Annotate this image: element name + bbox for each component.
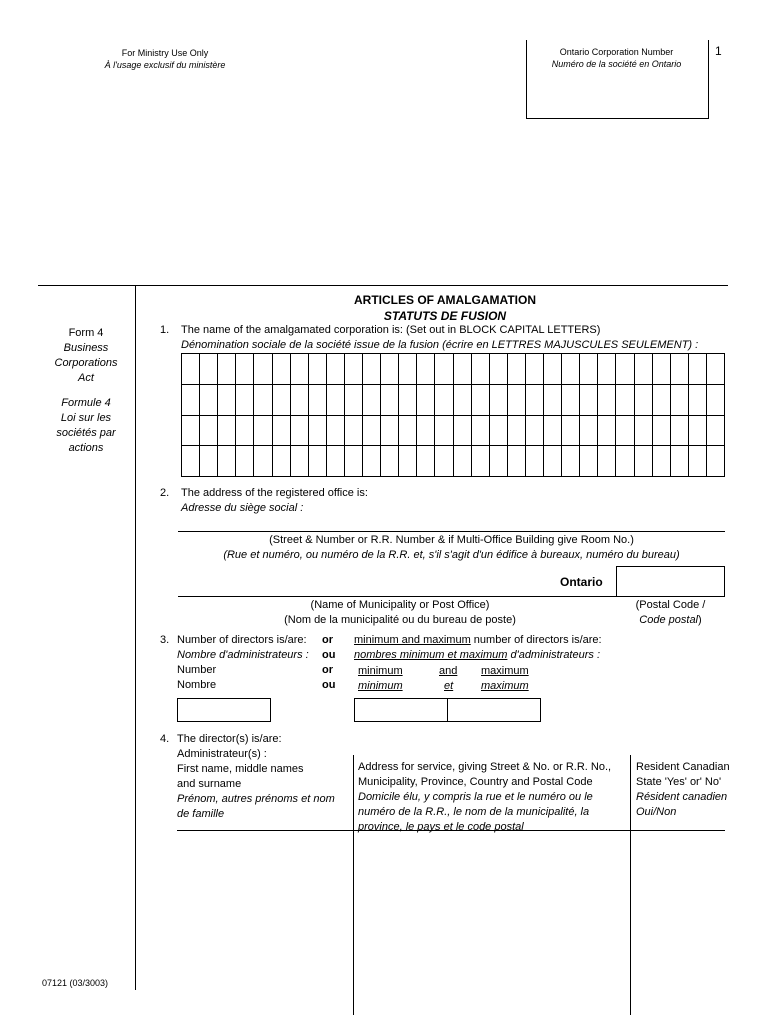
number-label: Number	[177, 664, 217, 676]
name-grid-cell[interactable]	[363, 416, 381, 447]
name-grid-cell[interactable]	[689, 416, 707, 447]
name-grid-cell[interactable]	[616, 416, 634, 447]
name-grid-cell[interactable]	[580, 354, 598, 385]
name-grid-cell[interactable]	[707, 385, 725, 416]
name-grid-cell[interactable]	[544, 446, 562, 477]
name-grid-cell[interactable]	[273, 354, 291, 385]
minmax-en-line	[354, 633, 734, 648]
q2-label	[181, 486, 581, 516]
minmax-fr-rest: d'administrateurs :	[507, 649, 601, 661]
name-grid-cell[interactable]	[273, 416, 291, 447]
name-grid-cell[interactable]	[236, 446, 254, 477]
q2-number: 2.	[160, 487, 170, 499]
ou-label: ou	[322, 649, 336, 661]
col3-fr: Résident canadien	[636, 791, 728, 803]
name-grid-cell[interactable]	[363, 354, 381, 385]
directors-maximum-field[interactable]	[447, 698, 541, 722]
name-grid-cell[interactable]	[254, 354, 272, 385]
name-grid-cell[interactable]	[218, 446, 236, 477]
name-grid-cell[interactable]	[381, 446, 399, 477]
name-grid-cell[interactable]	[490, 416, 508, 447]
form-line: Form 4	[68, 327, 104, 339]
directors-minimum-field[interactable]	[354, 698, 448, 722]
name-grid-cell[interactable]	[254, 385, 272, 416]
name-grid-cell[interactable]	[671, 446, 689, 477]
name-grid-cell[interactable]	[526, 354, 544, 385]
form-line: Corporations	[54, 357, 118, 369]
name-grid-cell[interactable]	[200, 354, 218, 385]
name-grid-cell[interactable]	[616, 354, 634, 385]
maximum-label: maximum	[481, 665, 529, 677]
name-grid-cell[interactable]	[200, 416, 218, 447]
minmax-fr-line	[354, 648, 734, 663]
name-grid-cell[interactable]	[417, 385, 435, 416]
name-grid-cell[interactable]	[254, 446, 272, 477]
name-grid-cell[interactable]	[218, 385, 236, 416]
street-caption-en: (Street & Number or R.R. Number & if Multi-Office Building give Room No.)	[269, 534, 634, 546]
name-grid-cell[interactable]	[291, 385, 309, 416]
name-grid-cell[interactable]	[616, 446, 634, 477]
name-grid-cell[interactable]	[417, 416, 435, 447]
postal-code-caption	[616, 598, 725, 628]
name-grid-cell[interactable]	[254, 416, 272, 447]
and-label: and	[439, 665, 458, 677]
col2-en: Address for service, giving Street & No. or R.R. No.,	[358, 761, 612, 773]
name-grid-cell[interactable]	[598, 385, 616, 416]
postal-caption-en: (Postal Code /	[635, 599, 706, 611]
name-grid-cell[interactable]	[490, 385, 508, 416]
name-grid-cell[interactable]	[508, 446, 526, 477]
form-line: actions	[68, 442, 104, 454]
directors-table-header-rule	[177, 830, 725, 831]
corporation-number-label	[526, 46, 707, 70]
name-grid-cell[interactable]	[526, 446, 544, 477]
name-grid-cell[interactable]	[689, 446, 707, 477]
name-grid-cell[interactable]	[182, 385, 200, 416]
col2-header	[358, 760, 630, 835]
page-title	[300, 292, 590, 324]
name-grid-cell[interactable]	[562, 416, 580, 447]
col3-en: Resident Canadian	[636, 761, 730, 773]
name-grid-cell[interactable]	[182, 354, 200, 385]
name-grid-cell[interactable]	[399, 385, 417, 416]
postal-caption-fr: Code postal	[639, 614, 699, 626]
q3-number: 3.	[160, 634, 170, 646]
name-grid-cell[interactable]	[544, 354, 562, 385]
q1-number: 1.	[160, 324, 170, 336]
name-grid-cell[interactable]	[363, 446, 381, 477]
municipality-caption	[220, 598, 580, 628]
street-caption-fr: (Rue et numéro, ou numéro de la R.R. et, s'il s'agit d'un édifice à bureaux, numéro du bureau)	[223, 549, 680, 561]
postal-caption-close: )	[698, 614, 702, 626]
name-grid-cell[interactable]	[454, 446, 472, 477]
name-grid-cell[interactable]	[200, 446, 218, 477]
name-grid-cell[interactable]	[562, 354, 580, 385]
name-grid-cell[interactable]	[345, 446, 363, 477]
name-grid-cell[interactable]	[345, 416, 363, 447]
directors-number-en: Number of directors is/are:	[177, 634, 307, 646]
col3-en: State 'Yes' or' No'	[636, 776, 722, 788]
name-grid-cell[interactable]	[435, 416, 453, 447]
name-grid-cell[interactable]	[399, 416, 417, 447]
directors-col-divider-2	[630, 755, 631, 1015]
title-en: ARTICLES OF AMALGAMATION	[354, 293, 536, 307]
name-grid-cell[interactable]	[417, 446, 435, 477]
name-grid-cell[interactable]	[472, 385, 490, 416]
name-grid-cell[interactable]	[218, 416, 236, 447]
name-grid-cell[interactable]	[707, 446, 725, 477]
form-reference-en	[40, 326, 132, 386]
name-grid-cell[interactable]	[327, 354, 345, 385]
name-grid-cell[interactable]	[309, 354, 327, 385]
name-grid-cell[interactable]	[381, 354, 399, 385]
q2-fr: Adresse du siège social :	[181, 502, 304, 514]
q1-fr: Dénomination sociale de la société issue de la fusion (écrire en LETTRES MAJUSCULES SEULEMENT) :	[181, 339, 699, 351]
name-grid-cell[interactable]	[616, 385, 634, 416]
maximum-fr-label: maximum	[481, 680, 529, 692]
col3-header	[636, 760, 746, 820]
corporation-number-en: Ontario Corporation Number	[559, 47, 674, 57]
name-grid-cell[interactable]	[490, 354, 508, 385]
et-label: et	[444, 680, 454, 692]
or-label: or	[322, 634, 333, 646]
name-grid-cell[interactable]	[635, 385, 653, 416]
q1-label	[181, 323, 741, 353]
q2-en: The address of the registered office is:	[181, 487, 368, 499]
ministry-use-fr: À l'usage exclusif du ministère	[104, 60, 226, 70]
col2-fr: province, le pays et le code postal	[358, 821, 524, 833]
directors-col-divider-1	[353, 755, 354, 1015]
col1-en: and surname	[177, 778, 242, 790]
q4-en: The director(s) is/are:	[177, 733, 282, 745]
or-column	[322, 633, 342, 693]
form-line: Business	[63, 342, 109, 354]
ministry-use-en: For Ministry Use Only	[121, 48, 209, 58]
name-grid-cell[interactable]	[291, 446, 309, 477]
minmax-en: minimum and maximum	[354, 634, 471, 646]
section-top-rule	[38, 285, 728, 286]
name-grid-cell[interactable]	[707, 354, 725, 385]
form-line: Act	[78, 372, 94, 384]
col1-en: First name, middle names	[177, 763, 304, 775]
name-grid-cell[interactable]	[291, 416, 309, 447]
name-grid-cell[interactable]	[309, 416, 327, 447]
name-grid-cell[interactable]	[309, 385, 327, 416]
name-grid-cell[interactable]	[291, 354, 309, 385]
name-grid-cell[interactable]	[435, 385, 453, 416]
postal-caption-fr-line	[616, 613, 725, 628]
q3-left-labels	[177, 633, 317, 693]
name-grid-cell[interactable]	[327, 446, 345, 477]
corporation-number-fr: Numéro de la société en Ontario	[551, 59, 682, 69]
q4-number: 4.	[160, 733, 170, 745]
name-grid-cell[interactable]	[182, 446, 200, 477]
name-grid-cell[interactable]	[580, 446, 598, 477]
name-grid-cell[interactable]	[327, 385, 345, 416]
minimum-fr-label: minimum	[358, 680, 403, 692]
name-grid-cell[interactable]	[399, 354, 417, 385]
name-grid-cell[interactable]	[508, 416, 526, 447]
name-grid-cell[interactable]	[544, 416, 562, 447]
page-number: 1	[715, 44, 722, 58]
corporation-name-grid[interactable]	[181, 353, 725, 477]
name-grid-cell[interactable]	[635, 416, 653, 447]
col1-fr: de famille	[177, 808, 225, 820]
name-grid-cell[interactable]	[598, 446, 616, 477]
form-code: 07121 (03/3003)	[42, 978, 109, 988]
sidebar-divider	[135, 285, 136, 990]
q4-fr: Administrateur(s) :	[177, 748, 267, 760]
name-grid-cell[interactable]	[508, 354, 526, 385]
name-grid-cell[interactable]	[273, 385, 291, 416]
name-grid-cell[interactable]	[472, 354, 490, 385]
q1-en: The name of the amalgamated corporation is: (Set out in BLOCK CAPITAL LETTERS)	[181, 324, 601, 336]
name-grid-cell[interactable]	[526, 416, 544, 447]
col2-en: Municipality, Province, Country and Postal Code	[358, 776, 593, 788]
directors-number-field[interactable]	[177, 698, 271, 722]
name-grid-cell[interactable]	[508, 385, 526, 416]
name-grid-cell[interactable]	[653, 416, 671, 447]
name-grid-cell[interactable]	[598, 416, 616, 447]
col2-fr: Domicile élu, y compris la rue et le numéro ou le	[358, 791, 593, 803]
form-line: Loi sur les	[60, 412, 112, 424]
postal-code-field[interactable]	[616, 566, 725, 597]
form-reference-fr	[40, 396, 132, 456]
name-grid-cell[interactable]	[671, 354, 689, 385]
municipality-caption-en: (Name of Municipality or Post Office)	[310, 599, 490, 611]
name-grid-cell[interactable]	[236, 385, 254, 416]
name-grid-cell[interactable]	[472, 446, 490, 477]
street-address-field[interactable]	[178, 531, 725, 532]
name-grid-cell[interactable]	[653, 354, 671, 385]
name-grid-cell[interactable]	[345, 385, 363, 416]
name-grid-cell[interactable]	[435, 446, 453, 477]
form-line: sociétés par	[56, 427, 116, 439]
col1-fr: Prénom, autres prénoms et nom	[177, 793, 335, 805]
title-fr: STATUTS DE FUSION	[383, 309, 507, 323]
province-ontario: Ontario	[560, 575, 603, 589]
name-grid-cell[interactable]	[580, 385, 598, 416]
name-grid-cell[interactable]	[671, 385, 689, 416]
name-grid-cell[interactable]	[309, 446, 327, 477]
name-grid-cell[interactable]	[472, 416, 490, 447]
name-grid-cell[interactable]	[562, 446, 580, 477]
municipality-caption-fr: (Nom de la municipalité ou du bureau de poste)	[284, 614, 516, 626]
name-grid-cell[interactable]	[671, 416, 689, 447]
minmax-fr: nombres minimum et maximum	[354, 649, 508, 661]
directors-number-fr: Nombre d'administrateurs :	[177, 649, 309, 661]
name-grid-cell[interactable]	[435, 354, 453, 385]
minmax-en-rest: number of directors is/are:	[470, 634, 602, 646]
municipality-field[interactable]	[178, 596, 616, 597]
name-grid-cell[interactable]	[544, 385, 562, 416]
col2-fr: numéro de la R.R., le nom de la municipalité, la	[358, 806, 590, 818]
name-grid-cell[interactable]	[218, 354, 236, 385]
nombre-label: Nombre	[177, 679, 217, 691]
name-grid-cell[interactable]	[653, 385, 671, 416]
ministry-use-label	[60, 47, 270, 71]
or-label: or	[322, 664, 333, 676]
minmax-labels	[354, 633, 734, 663]
name-grid-cell[interactable]	[182, 416, 200, 447]
name-grid-cell[interactable]	[381, 416, 399, 447]
form-line: Formule 4	[61, 397, 111, 409]
street-address-caption	[178, 533, 725, 563]
name-grid-cell[interactable]	[327, 416, 345, 447]
name-grid-cell[interactable]	[689, 385, 707, 416]
name-grid-cell[interactable]	[273, 446, 291, 477]
name-grid-cell[interactable]	[635, 446, 653, 477]
name-grid-cell[interactable]	[200, 385, 218, 416]
name-grid-cell[interactable]	[707, 416, 725, 447]
name-grid-cell[interactable]	[635, 354, 653, 385]
name-grid-cell[interactable]	[236, 354, 254, 385]
col3-fr: Oui/Non	[636, 806, 677, 818]
name-grid-cell[interactable]	[598, 354, 616, 385]
name-grid-cell[interactable]	[236, 416, 254, 447]
name-grid-cell[interactable]	[562, 385, 580, 416]
name-grid-cell[interactable]	[417, 354, 435, 385]
name-grid-cell[interactable]	[454, 416, 472, 447]
name-grid-cell[interactable]	[653, 446, 671, 477]
name-grid-cell[interactable]	[526, 385, 544, 416]
name-grid-cell[interactable]	[381, 385, 399, 416]
name-grid-cell[interactable]	[363, 385, 381, 416]
ou-label: ou	[322, 679, 336, 691]
name-grid-cell[interactable]	[399, 446, 417, 477]
name-grid-cell[interactable]	[454, 354, 472, 385]
name-grid-cell[interactable]	[580, 416, 598, 447]
name-grid-cell[interactable]	[490, 446, 508, 477]
q4-label	[177, 732, 347, 822]
name-grid-cell[interactable]	[689, 354, 707, 385]
name-grid-cell[interactable]	[454, 385, 472, 416]
name-grid-cell[interactable]	[345, 354, 363, 385]
minimum-label: minimum	[358, 665, 403, 677]
